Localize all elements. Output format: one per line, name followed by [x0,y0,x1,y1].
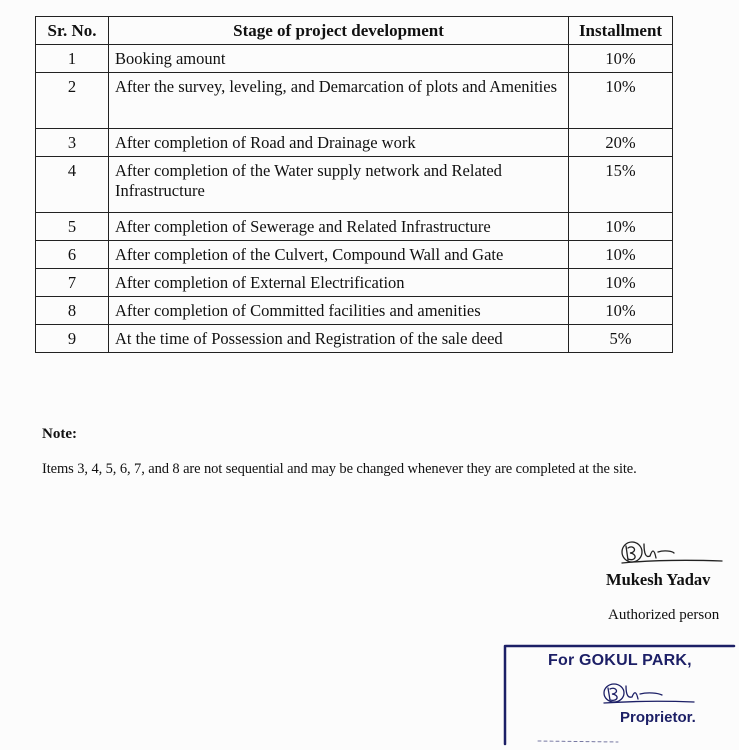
header-stage: Stage of project development [109,17,569,45]
cell-sr-no: 4 [36,157,109,213]
cell-installment: 5% [569,325,673,353]
table-row [36,213,673,241]
cell-stage: After completion of the Culvert, Compound Wall and Gate [109,241,569,269]
note-title: Note: [42,426,77,442]
stamp-title: Proprietor. [620,709,696,726]
signatory-name: Mukesh Yadav [606,570,711,589]
header-sr-no: Sr. No. [36,17,109,45]
cell-sr-no: 1 [36,45,109,73]
cell-stage: Booking amount [109,45,569,73]
table-row [36,73,673,129]
company-stamp [498,640,739,750]
cell-installment: 10% [569,269,673,297]
cell-stage: After completion of the Water supply network and Related Infrastructure [109,157,569,213]
header-installment: Installment [569,17,673,45]
cell-stage: After completion of Committed facilities and amenities [109,297,569,325]
table-row [36,297,673,325]
cell-stage: After the survey, leveling, and Demarcation of plots and Amenities [109,73,569,129]
cell-sr-no: 3 [36,129,109,157]
table-row [36,325,673,353]
cell-installment: 10% [569,73,673,129]
cell-stage: At the time of Possession and Registration of the sale deed [109,325,569,353]
cell-sr-no: 8 [36,297,109,325]
signatory-role: Authorized person [608,607,720,623]
cell-sr-no: 7 [36,269,109,297]
stamp-for-line: For GOKUL PARK, [548,652,692,669]
cell-installment: 10% [569,213,673,241]
cell-stage: After completion of External Electrification [109,269,569,297]
table-row [36,129,673,157]
table-row [36,269,673,297]
installment-schedule-table [35,16,673,353]
cell-installment: 15% [569,157,673,213]
table-row [36,157,673,213]
cell-sr-no: 5 [36,213,109,241]
note-text: Items 3, 4, 5, 6, 7, and 8 are not sequential and may be changed whenever they are completed at the site. [42,461,637,477]
cell-sr-no: 2 [36,73,109,129]
table-row [36,241,673,269]
cell-sr-no: 9 [36,325,109,353]
cell-installment: 10% [569,45,673,73]
cell-installment: 20% [569,129,673,157]
cell-installment: 10% [569,241,673,269]
stamp-signature-icon [598,680,698,710]
cell-sr-no: 6 [36,241,109,269]
table-row [36,45,673,73]
cell-installment: 10% [569,297,673,325]
table-header-row [36,17,673,45]
cell-stage: After completion of Sewerage and Related Infrastructure [109,213,569,241]
cell-stage: After completion of Road and Drainage work [109,129,569,157]
